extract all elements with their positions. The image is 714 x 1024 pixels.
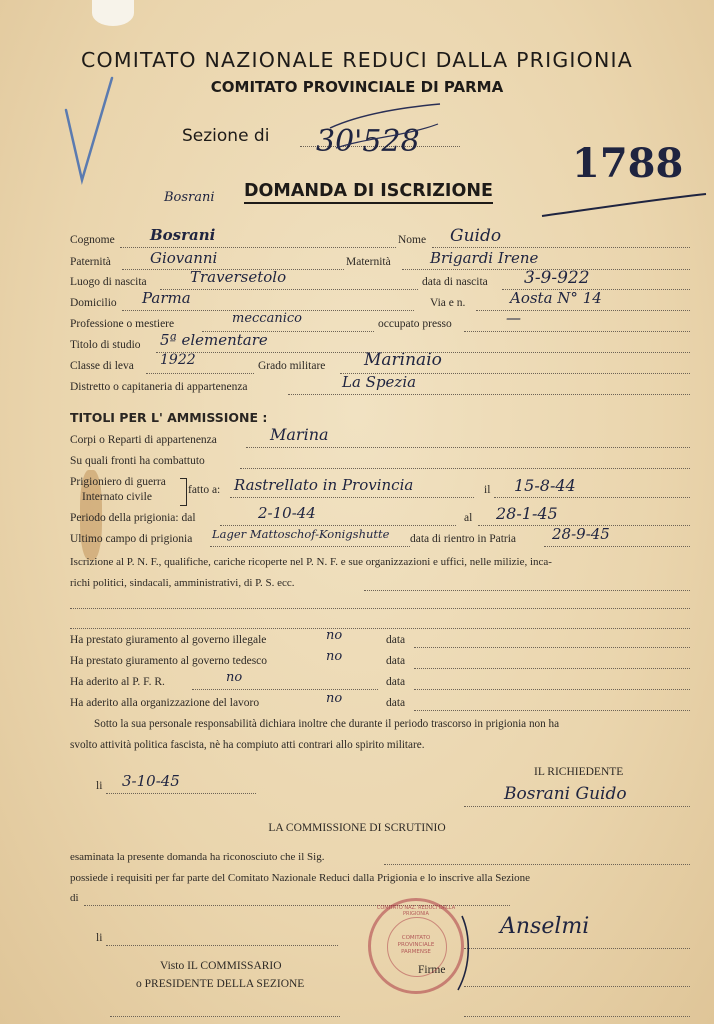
aderito-lavoro-data: data	[386, 697, 406, 709]
nome-label: Nome	[398, 234, 427, 246]
stamp-ring-text: COMITATO NAZ. REDUCI DALLA PRIGIONIA	[376, 905, 456, 917]
aderito-pfr-label: Ha aderito al P. F. R.	[70, 676, 165, 688]
section-value: 30'528	[316, 124, 420, 159]
aderito-pfr-value: no	[226, 670, 243, 685]
commissione-line2: possiede i requisiti per far parte del Comitato Nazionale Reduci dalla Prigionia e lo inscrive alla Sezione	[70, 872, 531, 884]
luogo-value: Traversetolo	[190, 268, 287, 286]
campo-label: Ultimo campo di prigionia	[70, 533, 193, 545]
il-label: il	[484, 484, 491, 496]
distretto-label: Distretto o capitaneria di appartenenza	[70, 381, 248, 393]
commissione-line3: di	[70, 892, 79, 904]
visto-label: Visto IL COMMISSARIO	[160, 960, 282, 972]
aderito-lavoro-value: no	[326, 691, 343, 706]
dichiarazione-line1: Sotto la sua personale responsabilità dichiara inoltre che durante il periodo trascorso in prigionia non ha	[94, 718, 560, 730]
paternita-value: Giovanni	[150, 249, 218, 267]
via-label: Via e n.	[430, 297, 466, 309]
grado-label: Grado militare	[258, 360, 326, 372]
commissione-li-label: li	[96, 932, 103, 944]
prigioniero-label: Prigioniero di guerra	[70, 476, 166, 488]
struck-section-mark	[326, 98, 446, 168]
margin-name: Bosrani	[164, 190, 215, 205]
maternita-value: Brigardi Irene	[430, 249, 539, 267]
nome-value: Guido	[450, 226, 502, 246]
fatto-label: fatto a:	[188, 484, 221, 496]
periodo-label: Periodo della prigionia: dal	[70, 512, 196, 524]
rientro-value: 28-9-45	[552, 525, 610, 543]
pen-stroke	[540, 190, 710, 220]
professione-value: meccanico	[232, 311, 302, 326]
il-value: 15-8-44	[514, 476, 576, 495]
section-label: Sezione di	[182, 126, 270, 146]
corpi-label: Corpi o Reparti di appartenenza	[70, 434, 217, 446]
al-label: al	[464, 512, 473, 524]
firme-label: Firme	[418, 964, 446, 976]
data-nascita-label: data di nascita	[422, 276, 488, 288]
occupato-value: —	[506, 309, 521, 327]
stamp-center-text: COMITATO PROVINCIALE PARMENSE	[397, 935, 435, 955]
commissione-heading: LA COMMISSIONE DI SCRUTINIO	[268, 822, 446, 834]
distretto-value: La Spezia	[342, 373, 417, 391]
paternita-label: Paternità	[70, 256, 111, 268]
giuramento-illegale-value: no	[326, 628, 343, 643]
via-value: Aosta N° 14	[510, 289, 602, 307]
titolo-label: Titolo di studio	[70, 339, 141, 351]
cognome-value: Bosrani	[150, 226, 216, 244]
header-title: COMITATO NAZIONALE REDUCI DALLA PRIGIONIA	[80, 48, 634, 72]
classe-value: 1922	[160, 352, 196, 368]
richiedente-label: IL RICHIEDENTE	[534, 766, 624, 778]
dichiarazione-line2: svolto attività politica fascista, nè ha compiuto atti contrari allo spirito militare.	[70, 739, 425, 751]
fronti-label: Su quali fronti ha combattuto	[70, 455, 205, 467]
form-title: DOMANDA DI ISCRIZIONE	[244, 181, 493, 204]
data-nascita-value: 3-9-922	[524, 268, 590, 288]
periodo-al: 28-1-45	[496, 504, 558, 523]
domicilio-value: Parma	[142, 289, 191, 307]
aderito-lavoro-label: Ha aderito alla organizzazione del lavoro	[70, 697, 260, 709]
giuramento-illegale-label: Ha prestato giuramento al governo illegale	[70, 634, 267, 646]
ammissione-heading: TITOLI PER L' AMMISSIONE :	[70, 410, 268, 425]
cognome-label: Cognome	[70, 234, 115, 246]
rientro-label: data di rientro in Patria	[410, 533, 517, 545]
aderito-pfr-data: data	[386, 676, 406, 688]
giuramento-tedesco-value: no	[326, 649, 343, 664]
iscrizione-line2: richi politici, sindacali, amministrativi, di P. S. ecc.	[70, 577, 295, 589]
corpi-value: Marina	[270, 425, 329, 444]
form-number: 1788	[572, 140, 684, 187]
bracket	[180, 478, 187, 506]
grado-value: Marinaio	[364, 350, 442, 370]
luogo-label: Luogo di nascita	[70, 276, 147, 288]
internato-label: Internato civile	[82, 491, 152, 503]
maternita-label: Maternità	[346, 256, 391, 268]
periodo-dal: 2-10-44	[258, 504, 316, 522]
giuramento-tedesco-data: data	[386, 655, 406, 667]
fatto-value: Rastrellato in Provincia	[234, 476, 414, 494]
header-subtitle: COMITATO PROVINCIALE DI PARMA	[210, 78, 504, 96]
richiedente-signature: Bosrani Guido	[504, 784, 627, 804]
signature-flourish	[448, 914, 478, 994]
titolo-value: 5ª elementare	[160, 331, 268, 349]
campo-value: Lager Mattoschof-Konigshutte	[212, 527, 390, 541]
li-value: 3-10-45	[122, 772, 180, 790]
presidente-label: o PRESIDENTE DELLA SEZIONE	[136, 978, 305, 990]
iscrizione-line1: Iscrizione al P. N. F., qualifiche, cariche ricoperte nel P. N. F. e sue organizzazioni e uffici, nelle milizie, inca-	[70, 556, 552, 568]
classe-label: Classe di leva	[70, 360, 134, 372]
giuramento-illegale-data: data	[386, 634, 406, 646]
professione-label: Professione o mestiere	[70, 318, 175, 330]
giuramento-tedesco-label: Ha prestato giuramento al governo tedesco	[70, 655, 268, 667]
domicilio-label: Domicilio	[70, 297, 117, 309]
commissione-line1: esaminata la presente domanda ha riconosciuto che il Sig.	[70, 851, 325, 863]
occupato-label: occupato presso	[378, 318, 452, 330]
li-label: li	[96, 780, 103, 792]
paper-tear	[92, 0, 134, 26]
commissione-signature: Anselmi	[500, 914, 590, 939]
